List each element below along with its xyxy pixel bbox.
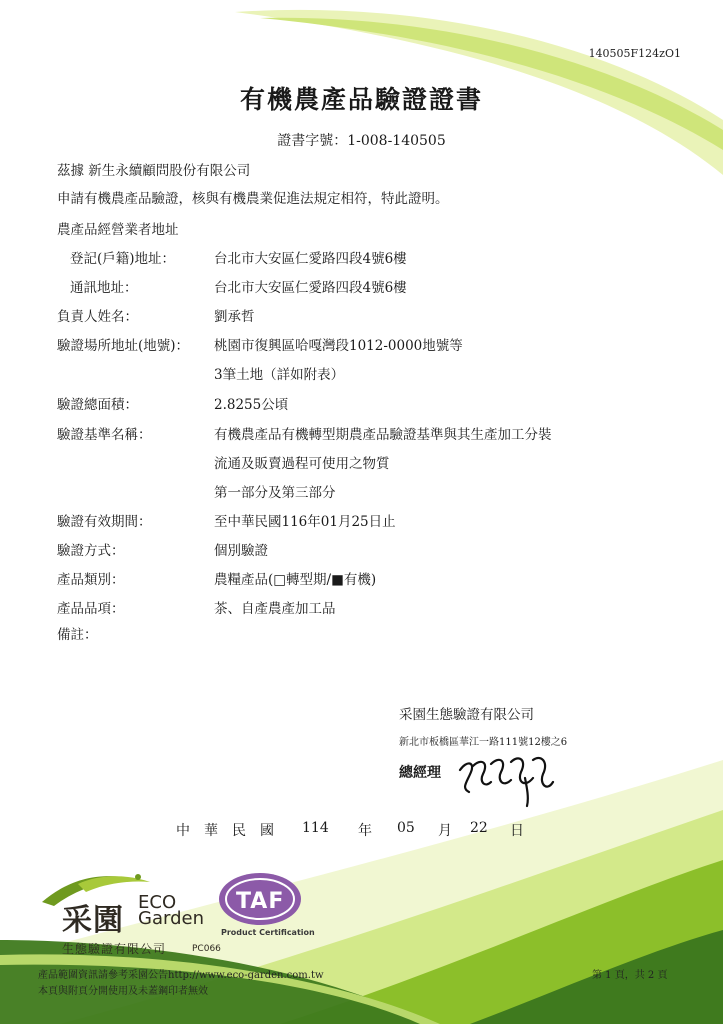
certificate-number: 證書字號：1-008-140505 (277, 133, 446, 149)
eco-garden-chinese-logo: 采園 (62, 903, 124, 938)
items-value: 茶、自產農產加工品 (214, 601, 336, 617)
site-address-line1: 桃園市復興區哈嘎灣段1012-0000地號等 (214, 338, 463, 354)
eco-english-line2: Garden (138, 908, 204, 929)
date-month-unit: 月 (438, 823, 452, 839)
issue-date (0, 820, 723, 840)
category-value: 農糧產品(□轉型期/■有機) (214, 572, 377, 588)
eco-garden-subtitle: 生態驗證有限公司 (62, 942, 167, 956)
registered-address-label: 登記(戶籍)地址： (70, 251, 176, 267)
category-label: 產品類別： (57, 572, 125, 588)
date-day: 22 (470, 820, 488, 836)
registered-address-value: 台北市大安區仁愛路四段4號6樓 (214, 251, 407, 267)
method-label: 驗證方式： (57, 543, 125, 559)
standard-line2: 流通及販賣過程可使用之物質 (214, 456, 390, 472)
method-value: 個別驗證 (214, 543, 268, 559)
date-day-unit: 日 (510, 823, 524, 839)
site-address-line2: 3筆土地（詳如附表） (214, 367, 345, 383)
eco-garden-code: PC066 (192, 944, 221, 954)
area-value: 2.8255公頃 (214, 397, 289, 413)
items-label: 產品品項： (57, 601, 125, 617)
document-code: 140505F124zO1 (588, 47, 681, 60)
date-era: 中 華 民 國 (176, 823, 274, 839)
signatory-title: 總經理 (399, 765, 441, 781)
date-month: 05 (397, 820, 415, 836)
date-year: 114 (302, 820, 329, 836)
remarks-label: 備註： (57, 627, 98, 643)
taf-logo-text: TAF (236, 889, 285, 914)
page-number: 第 1 頁，共 2 頁 (592, 970, 668, 981)
footer-info-line: 產品範圍資訊請參考采園公告http://www.eco-garden.com.tw (38, 970, 324, 981)
mailing-address-label: 通訊地址： (70, 280, 138, 296)
basis-line: 茲據 新生永續顧問股份有限公司 (57, 163, 251, 179)
address-section-label: 農產品經營業者地址 (57, 222, 179, 238)
footer-validity-note: 本頁與附頁分開使用及未蓋鋼印者無效 (38, 986, 208, 997)
standard-line3: 第一部分及第三部分 (214, 485, 336, 501)
standard-line1: 有機農產品有機轉型期農產品驗證基準與其生產加工分裝 (214, 427, 552, 443)
eco-english-line1: ECO (138, 892, 177, 913)
standard-label: 驗證基準名稱： (57, 427, 152, 443)
page-title: 有機農產品驗證證書 (239, 85, 483, 114)
issuer-address: 新北市板橋區華江一路111號12樓之6 (399, 737, 568, 748)
mailing-address-value: 台北市大安區仁愛路四段4號6樓 (214, 280, 407, 296)
handwritten-signature (455, 748, 565, 808)
validity-value: 至中華民國116年01月25日止 (214, 514, 396, 530)
validity-label: 驗證有效期間： (57, 514, 152, 530)
issuer-company: 采園生態驗證有限公司 (399, 707, 534, 723)
site-address-label: 驗證場所地址(地號)： (57, 338, 190, 354)
area-label: 驗證總面積： (57, 397, 138, 413)
responsible-label: 負責人姓名： (57, 309, 138, 325)
responsible-value: 劉承哲 (214, 309, 255, 325)
statement-line: 申請有機農產品驗證，核與有機農業促進法規定相符，特此證明。 (57, 191, 449, 207)
taf-subtitle: Product Certification (221, 928, 315, 937)
date-year-unit: 年 (358, 823, 372, 839)
eco-garden-english-logo (138, 892, 204, 929)
